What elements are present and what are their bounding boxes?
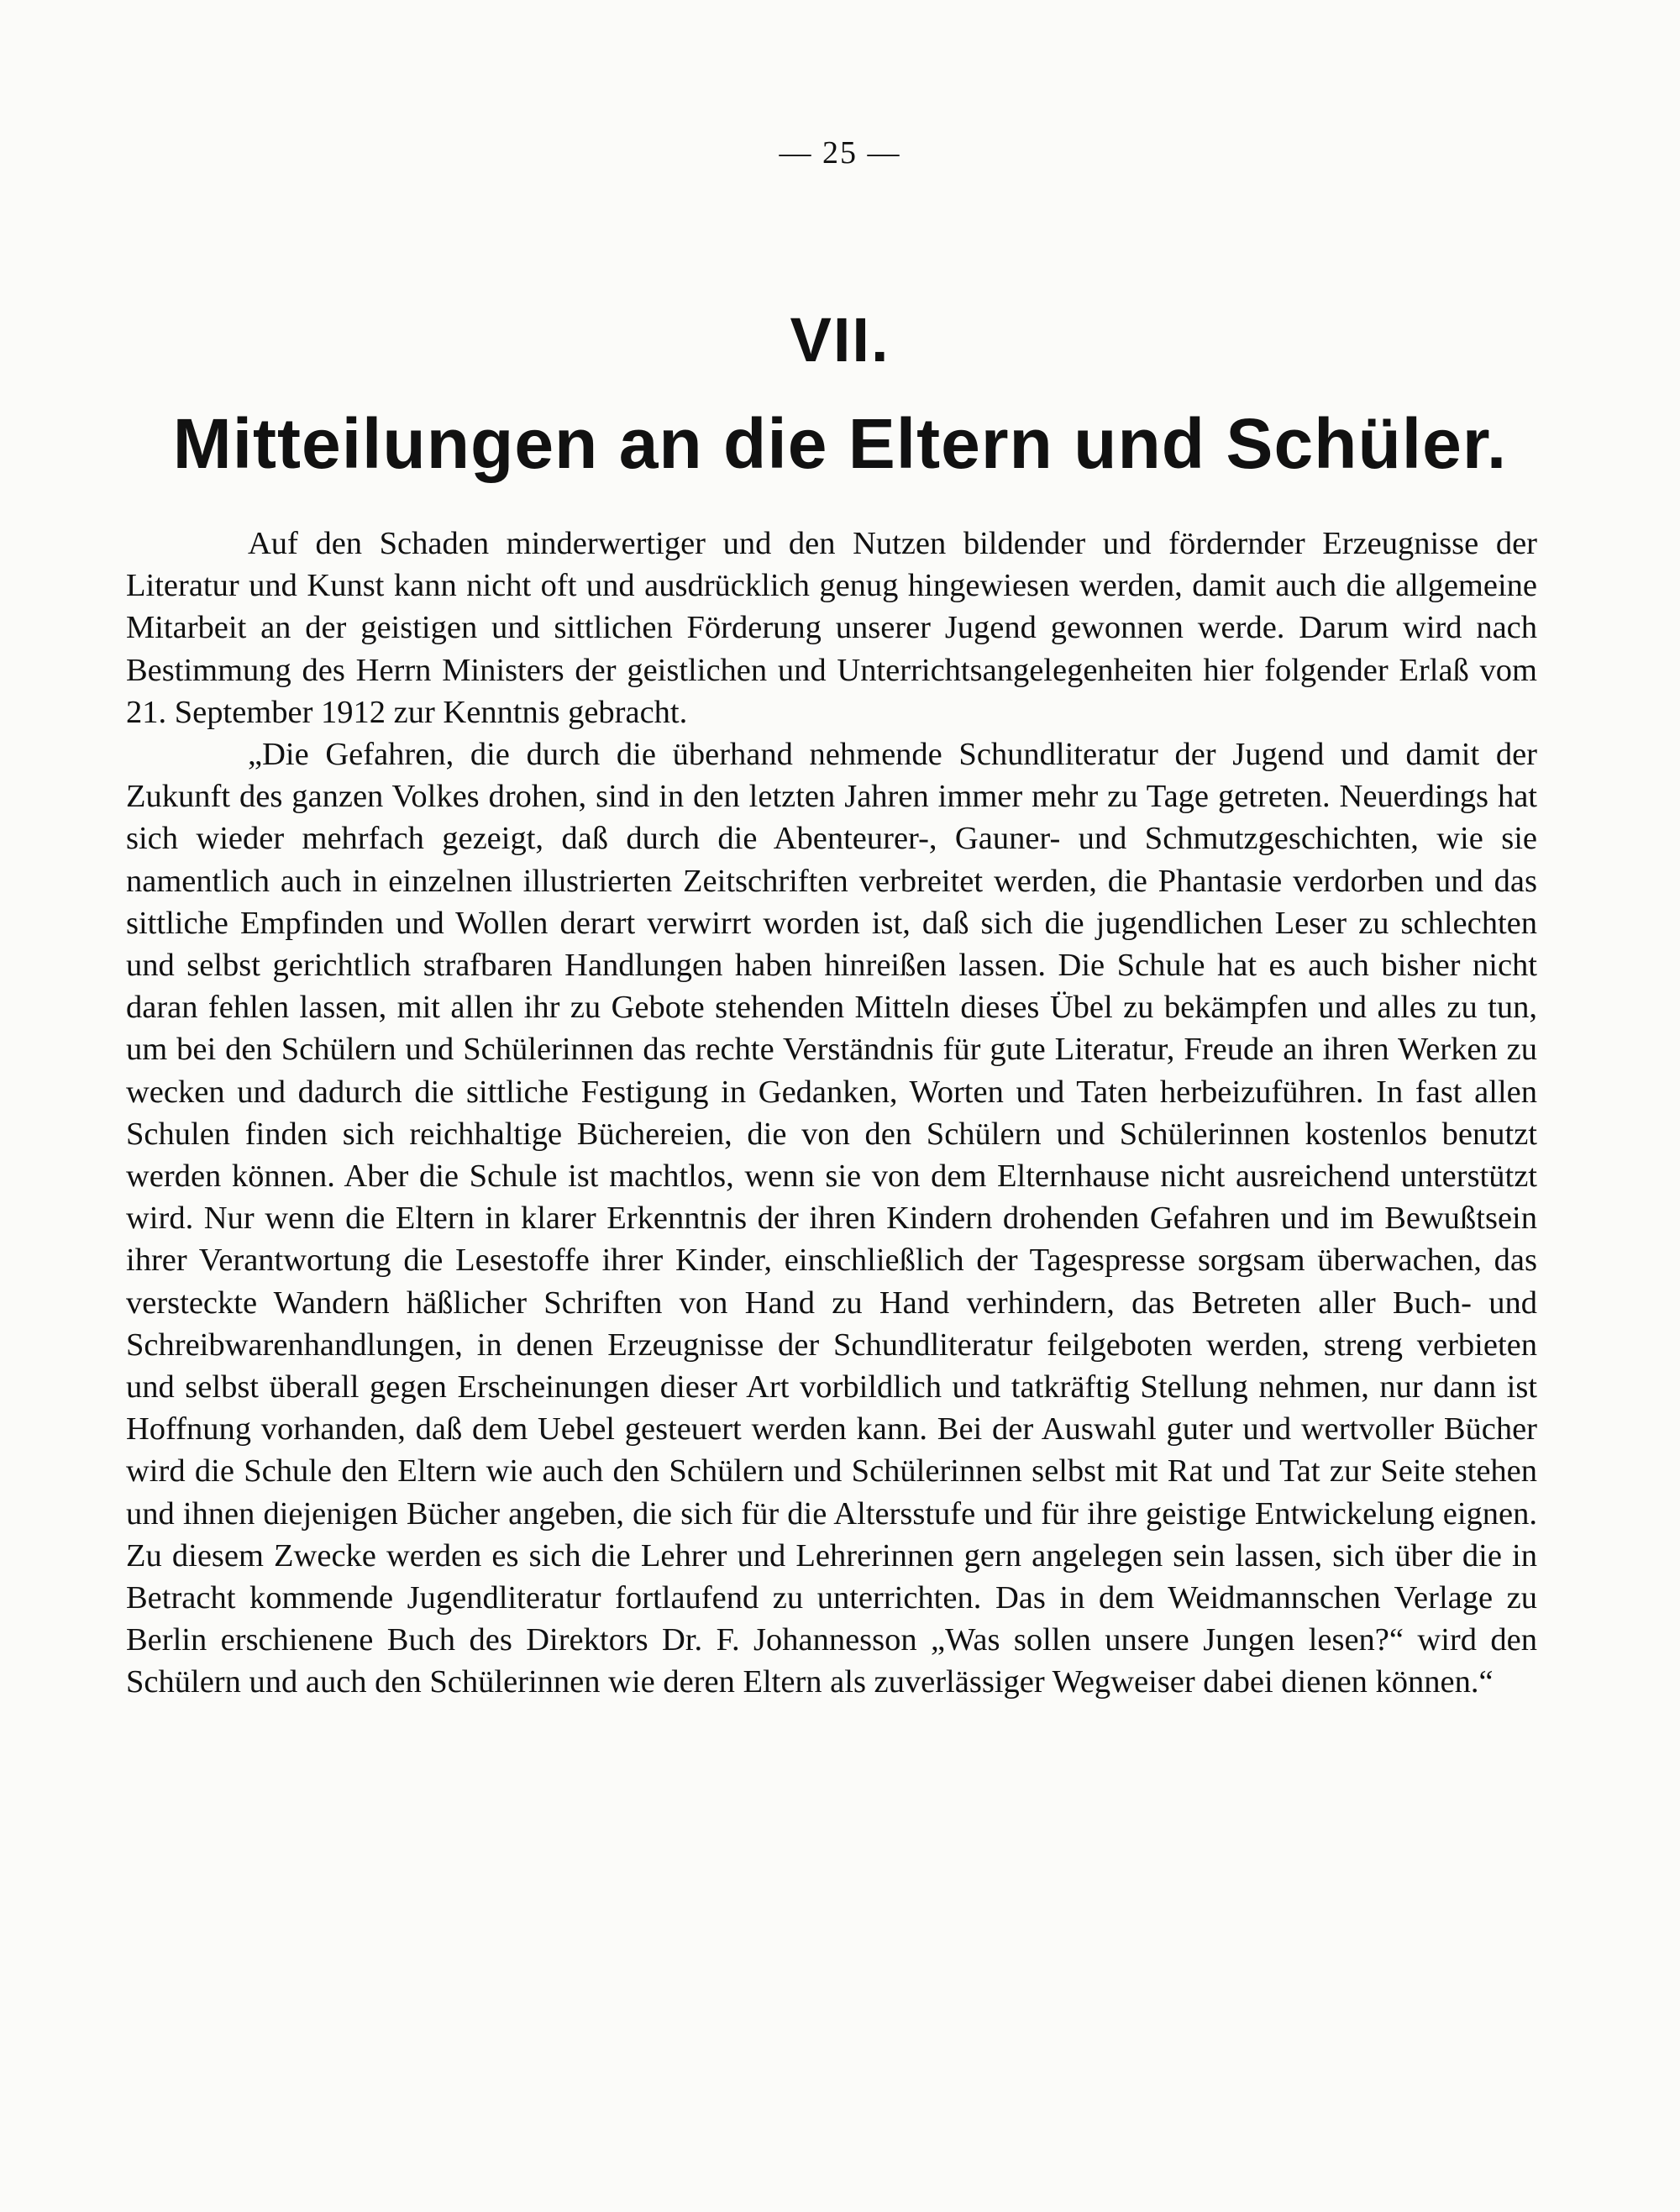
chapter-title: Mitteilungen an die Eltern und Schüler. xyxy=(172,404,1508,483)
paragraph-decree-quote: „Die Gefahren, die durch die überhand nehmende Schundliteratur der Jugend und damit der Zukunft des ganzen Volkes drohen, sind in den letzten Jahren immer mehr zu Tage getreten. Neuerdings hat sich wieder mehrfach gezeigt, daß durch die Abenteurer-, Gauner- und Schmutzgeschichten, wie sie namentlich auch in einzelnen illustrierten Zeitschriften verbreitet werden, die Phantasie verdorben und das sittliche Empfinden und Wollen derart verwirrt worden ist, daß sich die jugendlichen Leser zu schlechten und selbst gerichtlich strafbaren Handlungen haben hinreißen lassen. Die Schule hat es auch bisher nicht daran fehlen lassen, mit allen ihr zu Gebote stehenden Mitteln dieses Übel zu bekämpfen und alles zu tun, um bei den Schülern und Schülerinnen das rechte Verständnis für gute Literatur, Freude an ihren Werken zu wecken und dadurch die sittliche Festigung in Gedanken, Worten und Taten herbeizuführen. In fast allen Schulen finden sich reichhaltige Büchereien, die von den Schülern und Schülerinnen kostenlos benutzt werden können. Aber die Schule ist machtlos, wenn sie von dem Elternhause nicht ausreichend unterstützt wird. Nur wenn die Eltern in klarer Erkenntnis der ihren Kindern drohenden Gefahren und im Bewußtsein ihrer Verantwortung die Lesestoffe ihrer Kinder, einschließlich der Tagespresse sorgsam überwachen, das versteckte Wandern häßlicher Schriften von Hand zu Hand verhindern, das Betreten aller Buch- und Schreibwarenhandlungen, in denen Erzeugnisse der Schundliteratur feilgeboten werden, streng verbieten und selbst überall gegen Erscheinungen dieser Art vorbildlich und tatkräftig Stellung nehmen, nur dann ist Hoffnung vorhanden, daß dem Uebel gesteuert werden kann. Bei der Auswahl guter und wertvoller Bücher wird die Schule den Eltern wie auch den Schülern und Schülerinnen selbst mit Rat und Tat zur Seite stehen und ihnen diejenigen Bücher angeben, die sich für die Altersstufe und für ihre geistige Entwickelung eignen. Zu diesem Zwecke werden es sich die Lehrer und Lehrerinnen gern angelegen sein lassen, sich über die in Betracht kommende Jugendliteratur fortlaufend zu unterrichten. Das in dem Weidmannschen Verlage zu Berlin erschienene Buch des Direktors Dr. F. Johannesson „Was sollen unsere Jungen lesen?“ wird den Schülern und auch den Schülerinnen wie deren Eltern als zuverlässiger Wegweiser dabei dienen können.“ xyxy=(126,737,1537,1700)
page-number: — 25 — xyxy=(779,135,901,171)
body-text xyxy=(126,523,1537,1704)
chapter-numeral: VII. xyxy=(790,305,890,375)
paragraph-intro: Auf den Schaden minderwertiger und den Nutzen bildender und fördernder Erzeugnisse der Literatur und Kunst kann nicht oft und ausdrücklich genug hingewiesen werden, damit auch die allgemeine Mitarbeit an der geistigen und sittlichen Förderung unserer Jugend gewonnen werde. Darum wird nach Bestimmung des Herrn Ministers der geistlichen und Unterrichtsangelegenheiten hier folgender Erlaß vom 21. September 1912 zur Kenntnis gebracht. xyxy=(126,526,1537,730)
